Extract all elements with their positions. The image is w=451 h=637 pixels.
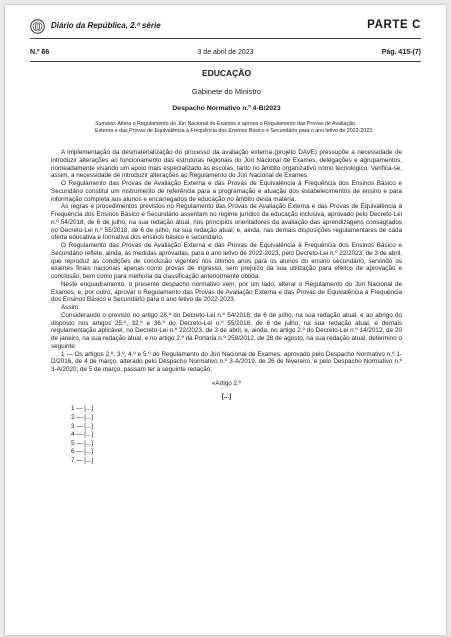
header-divider [30,38,421,39]
document-body [51,68,402,466]
list-item: 2 — [...] [71,414,94,422]
ministry-heading: EDUCAÇÃO [201,68,252,78]
list-item: 7 — [...] [71,457,94,464]
paragraph: Considerando o previsto no artigo 28.º do Decreto-Lei n.º 54/2018, de 6 de julho, na sua redação atual, e ao abrigo do disposto nos artigos 25.º, 32.º e 36.º do Decreto-Lei n.º 55/2018, de 6 de julho, na sua redação atual, e demais regulamentação aplicável, no Decreto-Lei n.º 22/2023, de 3 de abril, e, ainda, no artigo 2.º do Decreto-Lei n.º 14/2012, de 20 de janeiro, na sua redação atual, e no artigo 2.º da Portaria n.º 258/2012, de 28 de agosto, na sua redação atual, determino o seguinte: [51,311,402,350]
paragraph: O Regulamento das Provas de Avaliação Externa e das Provas de Equivalência à Frequência dos Ensinos Básico e Secundário constitui um instrumento de referência para a programação e atuação dos estabelecimentos de ensino e para informação completa aos alunos e encarregados de educação no âmbito desta matéria. [51,180,402,203]
paragraph: Neste enquadramento, o presente despacho normativo vem, por um lado, alterar o Regulamento do Júri Nacional de Exames, e, por outro, aprovar o Regulamento das Provas de Avaliação Externa e das Provas de Equivalência à Frequência dos Ensinos Básico e Secundário para o ano letivo de 2022-2023. [51,280,402,304]
article-ellipsis: [...] [221,392,232,400]
republic-coat-of-arms-icon [30,19,45,34]
paragraph: A implementação da desmaterialização do processo da avaliação externa (projeto DAVE) pressupõe a necessidade de introduzir alterações ao funcionamento das estruturas regionais do Júri Nacional de Exames, delegações e agrupamentos, nomeadamente visando um apoio mais especializado às escolas, tanto no âmbito organizativo como tecnológico. Verifica-se, assim, a necessidade de introduzir alterações ao Regulamento do Júri Nacional de Exames. [51,149,402,180]
list-item: 5 — [...] [71,439,94,447]
list-item: 4 — [...] [71,431,94,439]
numbered-list [51,405,402,465]
page-number: Pág. 415-(7) [381,49,421,56]
issue-number: N.º 66 [30,49,50,56]
article-heading: «Artigo 2.º [211,379,242,387]
office-heading: Gabinete do Ministro [191,87,262,96]
publication-title: Diário da República, 2.ª série [51,21,161,30]
paragraph: Assim: [61,304,80,312]
issue-date: 3 de abril de 2023 [197,49,254,56]
summary-text: Altera o Regulamento do Júri Nacional de Exames e aprova o Regulamento das Provas de Avaliação Externa e das Provas de Equivalência à Frequência dos Ensinos Básico e Secundário para o ano letivo de 2022-2023. [95,121,374,134]
part-label: PARTE C [367,19,421,31]
paragraph: 1 — Os artigos 2.º, 3.º, 4.º e 5.º do Regulamento do Júri Nacional de Exames, aprovado pelo Despacho Normativo n.º 1-D/2016, de 4 de março, alterado pelo Despacho Normativo n.º 3-A/2019, de 26 de fevereiro, e pelo Despacho Normativo n.º 3-A/2020, de 5 de março, passam ter a seguinte redação: [51,350,402,374]
document-title: Despacho Normativo n.º 4-B/2023 [172,105,281,112]
summary [51,121,402,134]
paragraph: As regras e procedimentos previstos no Regulamento das Provas de Avaliação Externa e das Provas de Equivalência à Frequência dos Ensinos Básico e Secundário assentam no regime jurídico da educação inclusiva, aprovado pelo Decreto-Lei n.º 54/2018, de 6 de julho, na sua redação atual, nos princípios orientadores da avaliação das aprendizagens consagrados no Decreto-Lei n.º 55/2018, de 6 de julho, na sua redação atual, e, ainda, nas demais disposições regulamentares de cada oferta educativa e formativa dos ensinos básico e secundário. [51,203,402,242]
subheader-divider [30,61,421,62]
list-item: 6 — [...] [71,448,94,456]
paragraph: O Regulamento das Provas de Avaliação Externa e das Provas de Equivalência à Frequência dos Ensinos Básico e Secundário reflete, ainda, as medidas aprovadas, para o ano letivo de 2022-2023, pelo Decreto-Lei n.º 22/2023, de 3 de abril, que reproduz as condições de conclusão vigentes nos últimos anos para os alunos do ensino secundário, servindo os exames finais nacionais apenas como provas de ingresso, sem prejuízo da sua utilização para efeitos de aprovação e conclusão, bem como para melhoria da classificação anteriormente obtida. [51,242,402,281]
list-item: 1 — [...] [71,405,94,413]
page-header [30,19,421,35]
list-item: 3 — [...] [71,422,94,430]
summary-label: Sumário: [95,121,117,127]
